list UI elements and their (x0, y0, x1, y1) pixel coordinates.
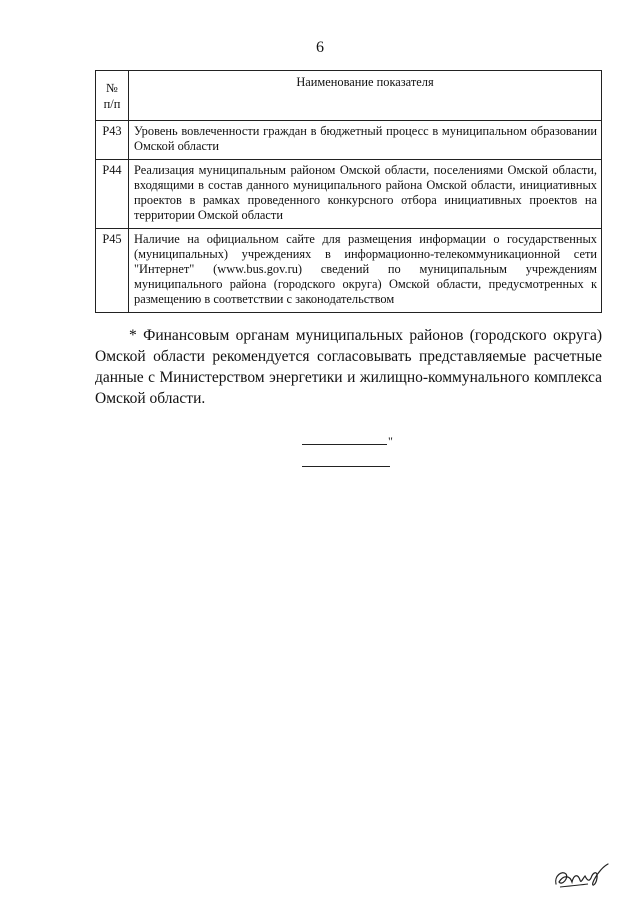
column-header-name: Наименование показателя (129, 71, 602, 121)
closing-quote-mark: " (388, 434, 393, 448)
indicator-name: Наличие на официальном сайте для размещения информации о государственных (муниципальных) учреждениях в информационно-телекоммуникационной сети "Интернет" (www.bus.gov.ru) сведений по муниципальным учреждениям муниципального района (городского округа) Омской области, предусмотренных к размещению в соответствии с законодательством (129, 229, 602, 313)
table-row (96, 121, 602, 160)
indicator-code: Р43 (96, 121, 129, 160)
table-header-row (96, 71, 602, 121)
indicator-code: Р44 (96, 160, 129, 229)
footnote: * Финансовым органам муниципальных районов (городского округа) Омской области рекомендуется согласовывать представляемые расчетные данные с Министерством энергетики и жилищно-коммунального комплекса Омской области. (95, 327, 602, 407)
closing-lines (302, 432, 402, 472)
closing-line-top (302, 444, 387, 445)
signature-mark (550, 856, 614, 892)
indicators-table (95, 70, 602, 313)
page-number: 6 (316, 39, 324, 56)
column-header-number (96, 71, 129, 121)
indicator-name: Реализация муниципальным районом Омской области, поселениями Омской области, входящими в состав данного муниципального района Омской области, инициативных проектов в рамках проведенного конкурсного отбора инициативных проектов на территории Омской области (129, 160, 602, 229)
column-header-number-text: № п/п (103, 81, 121, 111)
closing-line-bottom (302, 466, 390, 467)
indicator-name: Уровень вовлеченности граждан в бюджетный процесс в муниципальном образовании Омской области (129, 121, 602, 160)
indicator-code: Р45 (96, 229, 129, 313)
table-row (96, 229, 602, 313)
table-row (96, 160, 602, 229)
